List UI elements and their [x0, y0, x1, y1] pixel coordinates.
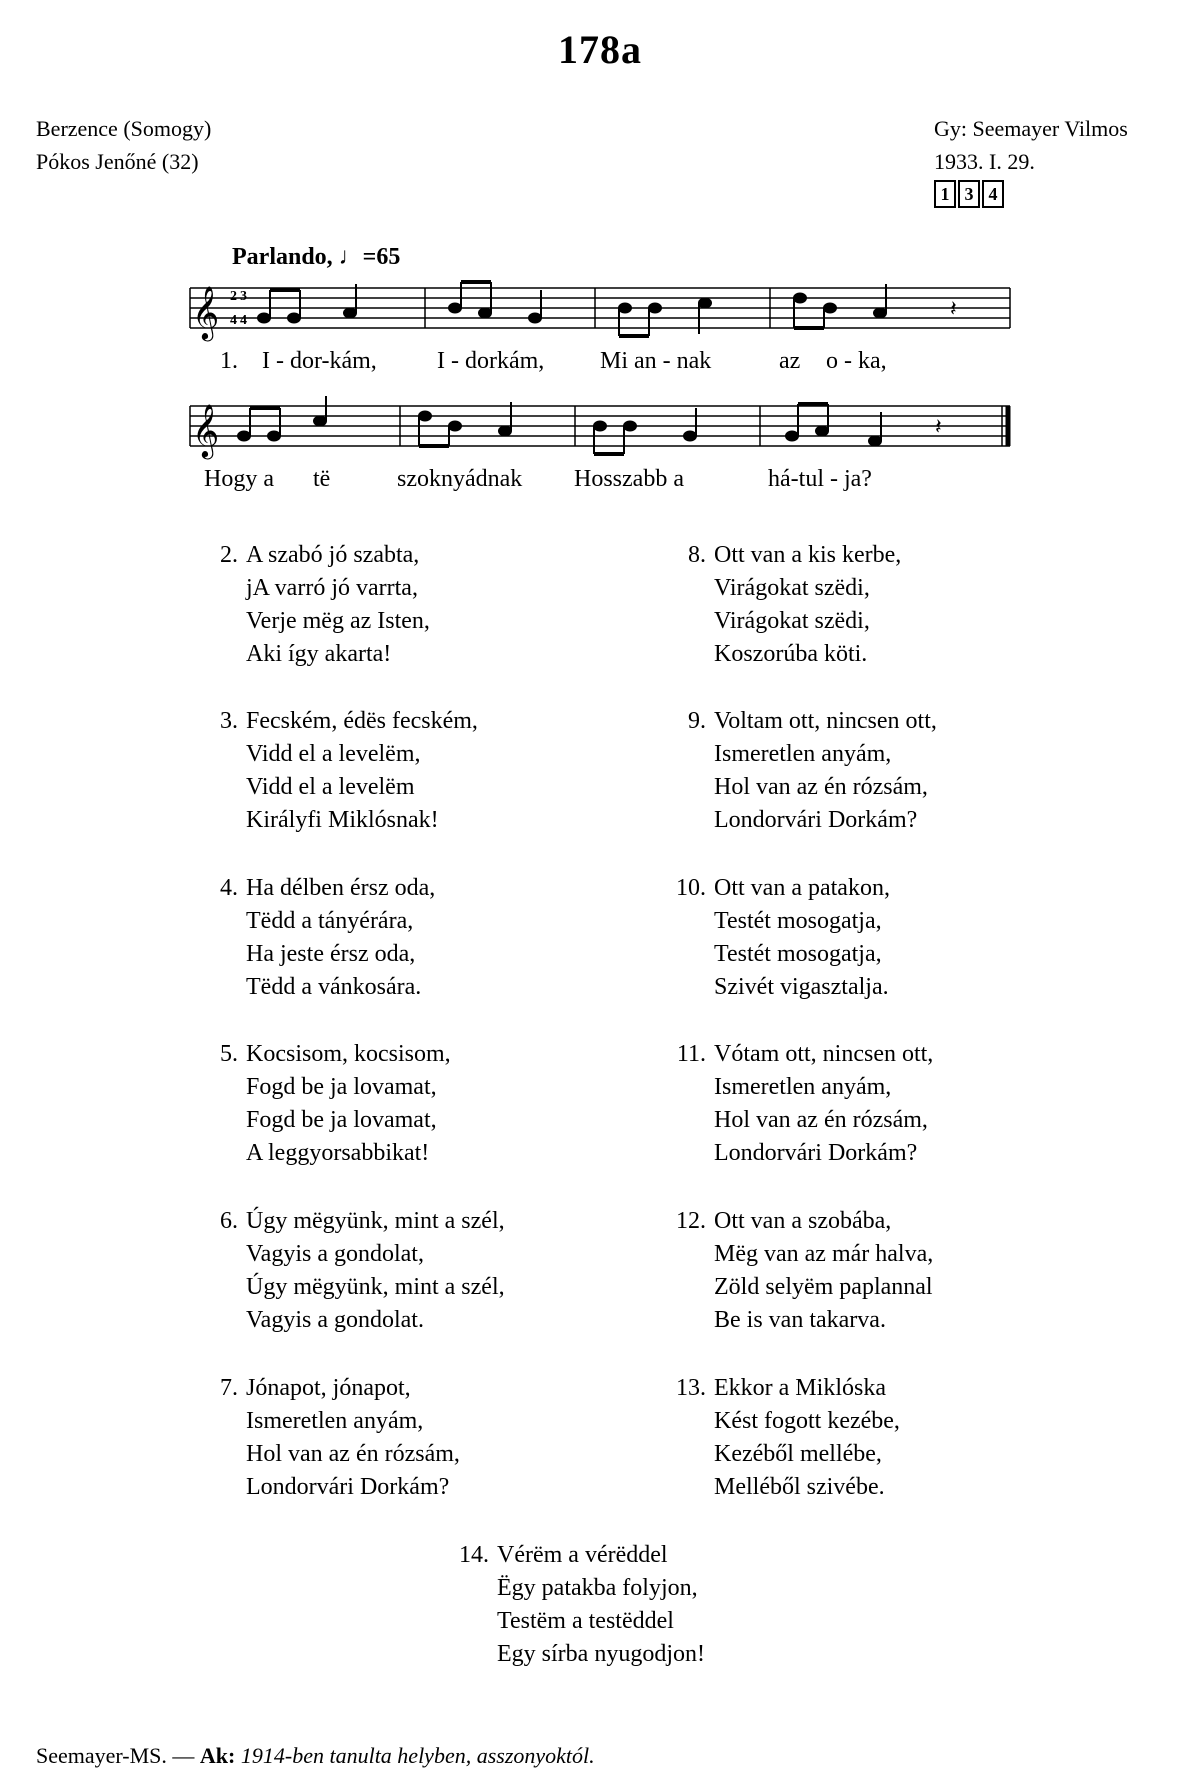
source-footnote — [36, 1743, 595, 1769]
lyric-syllable: të — [313, 466, 331, 492]
stanza-11: 11. Vótam ott, nincsen ott, Ismeretlen anyám, Hol van az én rózsám, Londorvári Dorkám? — [676, 1041, 934, 1166]
singer-name: Pókos Jenőné (32) — [36, 149, 199, 174]
lyric-syllable: I - dor-kám, — [262, 348, 377, 374]
lyric-syllable: 1. — [220, 348, 238, 374]
music-staff-1 — [180, 278, 1020, 348]
collection-info-right — [934, 112, 1174, 208]
collection-info-left — [36, 112, 211, 178]
music-staff-2 — [180, 396, 1020, 466]
svg-text:4: 4 — [230, 313, 237, 328]
stanza-5: 5. Kocsisom, kocsisom, Fogd be ja lovamat, Fogd be ja lovamat, A leggyorsabbikat! — [220, 1041, 451, 1166]
svg-text:4: 4 — [240, 313, 247, 328]
ak-label: Ak: — [199, 1743, 236, 1768]
source-label: Seemayer-MS. — — [36, 1743, 200, 1768]
lyric-syllable: I - dorkám, — [437, 348, 545, 374]
lyric-syllable: Hogy a — [204, 466, 274, 492]
svg-text:3: 3 — [240, 289, 247, 304]
class-box: 3 — [958, 180, 980, 208]
quarter-rest-icon: 𝄽 — [935, 415, 942, 440]
stanza-10: 10. Ott van a patakon, Testét mosogatja, Testét mosogatja, Szivét vigasztalja. — [676, 875, 890, 1000]
ak-note: 1914-ben tanulta helyben, asszonyoktól. — [235, 1743, 595, 1768]
stanza-2: 2. A szabó jó szabta, jA varró jó varrta, Verje mëg az Isten, Aki így akarta! — [220, 542, 430, 667]
stanza-6: 6. Úgy mëgyünk, mint a szél, Vagyis a gondolat, Úgy mëgyünk, mint a szél, Vagyis a gondolat. — [220, 1208, 505, 1333]
song-number: 178a — [558, 27, 642, 72]
tempo-marking: Parlando, ♩=65 — [232, 244, 401, 270]
stanza-7: 7. Jónapot, jónapot, Ismeretlen anyám, Hol van az én rózsám, Londorvári Dorkám? — [220, 1375, 460, 1500]
lyric-syllable: Mi an - nak — [600, 348, 712, 374]
place-name: Berzence (Somogy) — [36, 116, 212, 141]
class-box: 4 — [982, 180, 1004, 208]
treble-clef-icon: 𝄞 — [192, 403, 220, 457]
lyric-syllable: az — [779, 348, 801, 374]
lyric-syllable: szoknyádnak — [397, 466, 523, 492]
stanza-12: 12. Ott van a szobába, Mëg van az már halva, Zöld selyëm paplannal Be is van takarva. — [676, 1208, 934, 1333]
lyric-syllable: Hosszabb a — [574, 466, 684, 492]
stanza-8: 8. Ott van a kis kerbe, Virágokat szëdi, Virágokat szëdi, Koszorúba köti. — [688, 542, 902, 667]
stanza-9: 9. Voltam ott, nincsen ott, Ismeretlen anyám, Hol van az én rózsám, Londorvári Dorkám? — [688, 708, 937, 833]
class-box: 1 — [934, 180, 956, 208]
collection-date: 1933. I. 29. — [934, 149, 1035, 174]
quarter-rest-icon: 𝄽 — [950, 297, 957, 322]
classification-boxes — [934, 180, 1174, 208]
lyric-syllable: há-tul - ja? — [768, 466, 872, 492]
stanza-14: 14. Vérëm a vérëddel Ëgy patakba folyjon, Testëm a testëddel Egy sírba nyugodjon! — [459, 1542, 705, 1667]
lyric-syllable: o - ka, — [826, 348, 887, 374]
treble-clef-icon: 𝄞 — [192, 285, 220, 339]
stanza-4: 4. Ha délben érsz oda, Tëdd a tányérára, Ha jeste érsz oda, Tëdd a vánkosára. — [220, 875, 436, 1000]
collector-name: Gy: Seemayer Vilmos — [934, 116, 1128, 141]
svg-text:2: 2 — [230, 289, 237, 304]
stanza-3: 3. Fecském, édës fecském, Vidd el a levelëm, Vidd el a levelëm Királyfi Miklósnak! — [220, 708, 478, 833]
stanza-13: 13. Ekkor a Miklóska Kést fogott kezébe, Kezéből mellébe, Melléből szivébe. — [676, 1375, 900, 1500]
